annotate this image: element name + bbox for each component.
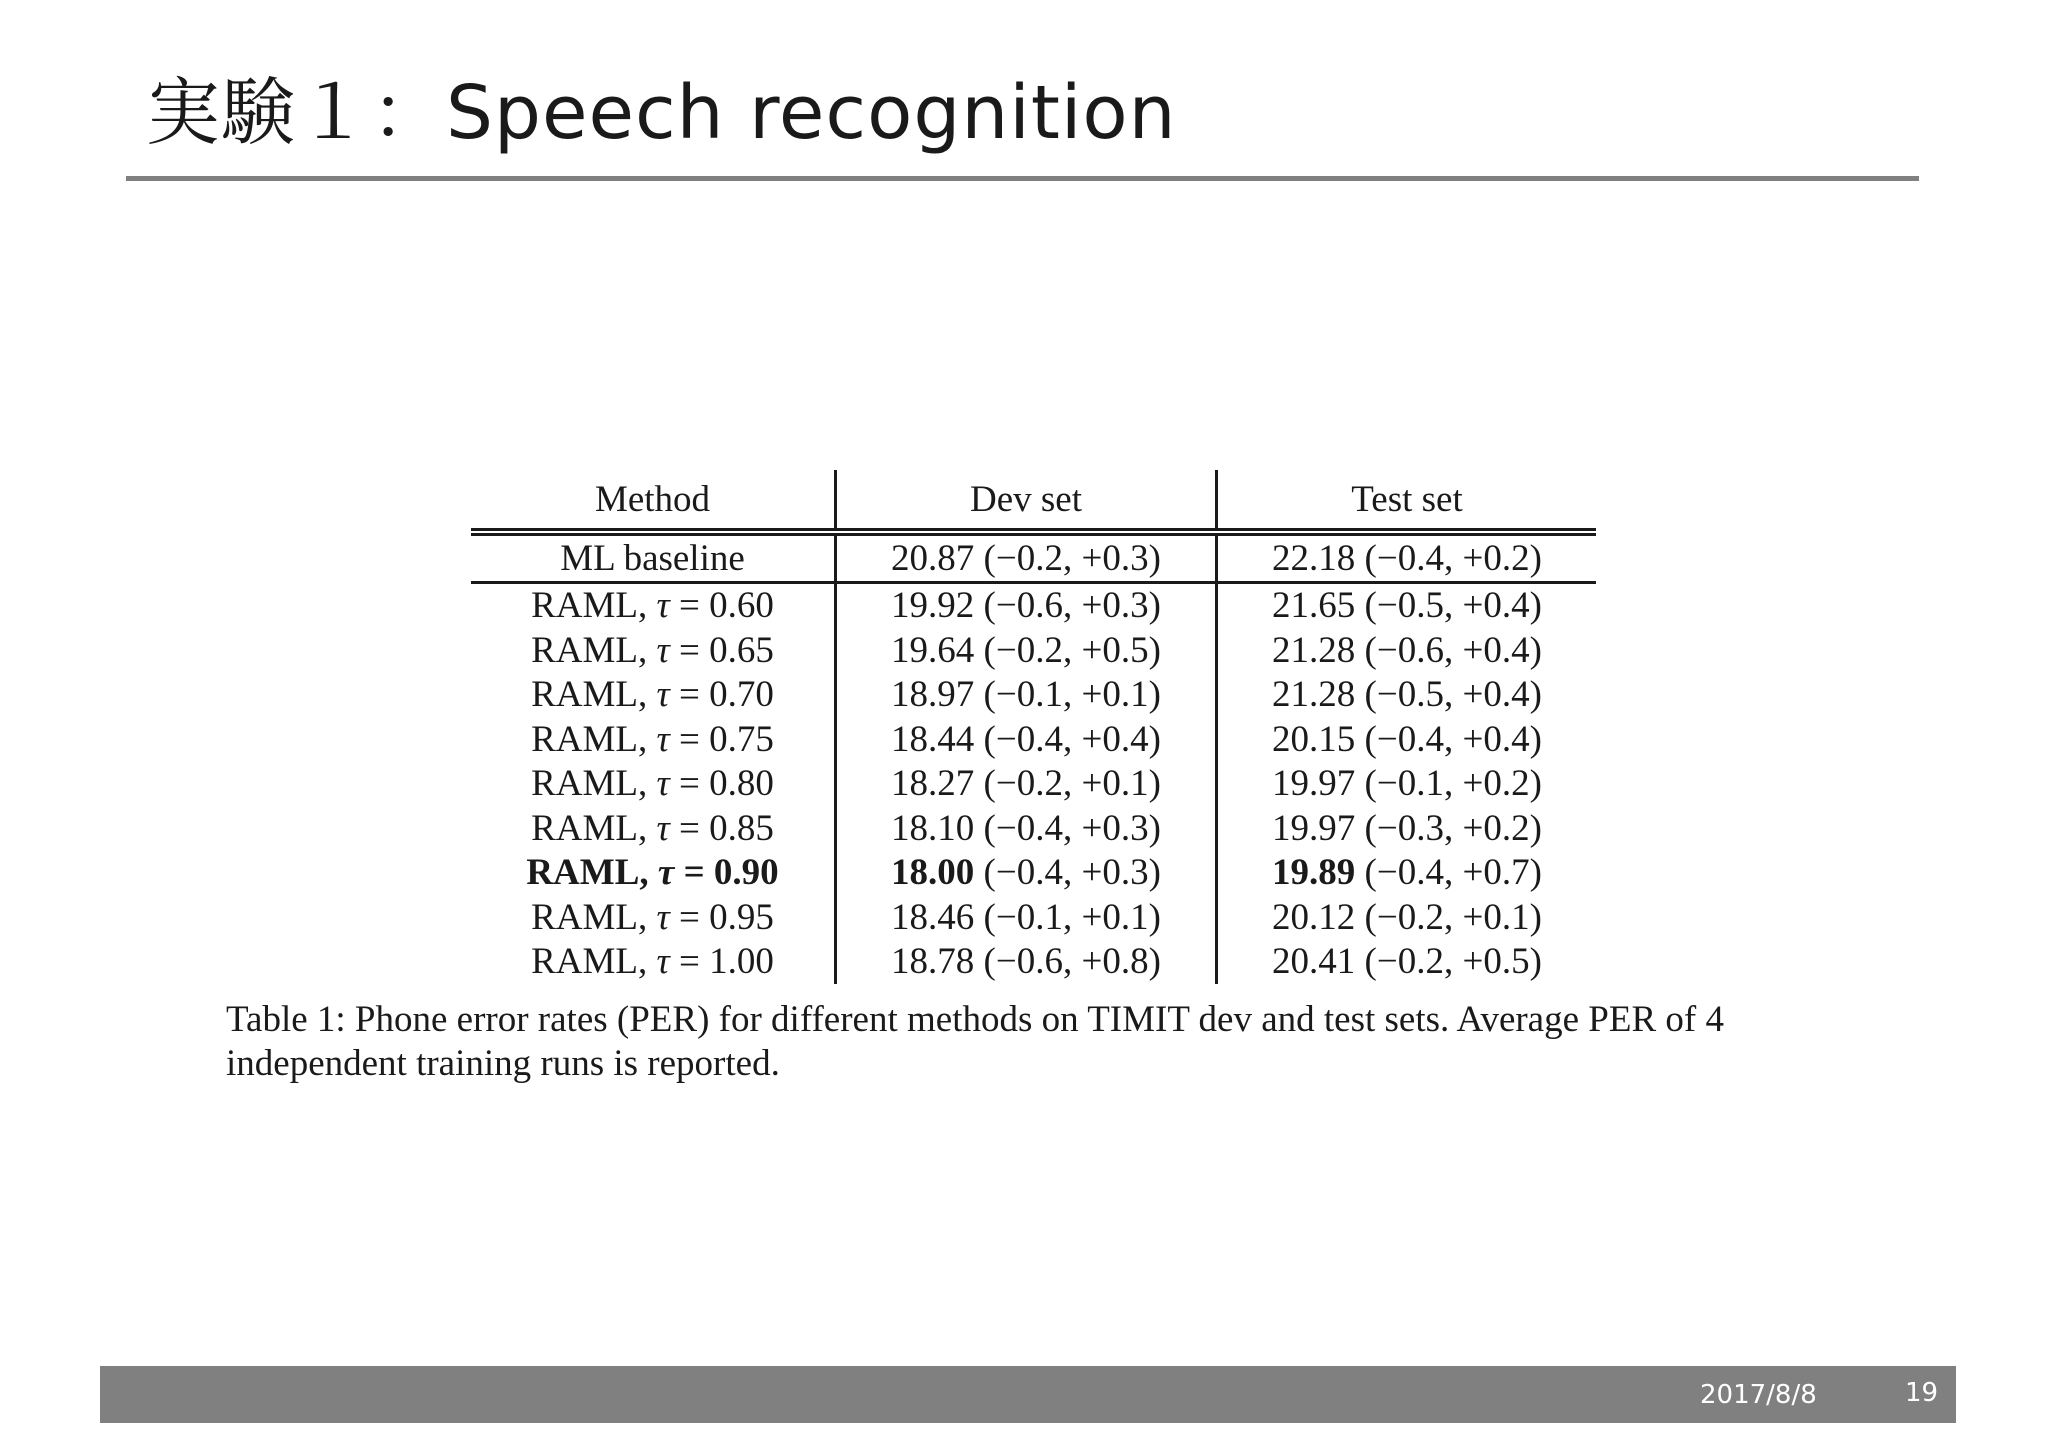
- tau-symbol: τ: [656, 896, 670, 938]
- method-label: RAML,: [531, 896, 648, 938]
- method-cell: [471, 673, 836, 718]
- dev-cell: [836, 851, 1217, 896]
- tau-symbol: τ: [656, 807, 670, 849]
- tau-value: = 0.80: [679, 763, 774, 805]
- dev-cell: [836, 673, 1217, 718]
- dev-value: 18.46: [891, 896, 975, 938]
- header-dev-set: Dev set: [836, 470, 1217, 532]
- test-value: 21.28: [1272, 629, 1356, 671]
- page-number: 19: [1905, 1378, 1939, 1408]
- method-label: RAML,: [531, 807, 648, 849]
- dev-range: (−0.2, +0.1): [983, 763, 1161, 805]
- dev-value: 20.87: [891, 537, 975, 579]
- table-row-baseline: [471, 532, 1596, 582]
- header-method: Method: [471, 470, 836, 532]
- slide-title: 実験１：Speech recognition: [146, 70, 1177, 156]
- method-label: RAML,: [531, 585, 648, 627]
- method-cell: [471, 806, 836, 851]
- dev-cell: [836, 806, 1217, 851]
- tau-value: = 1.00: [679, 941, 774, 983]
- test-value: 20.12: [1272, 896, 1356, 938]
- test-cell: [1217, 851, 1597, 896]
- results-table: [471, 470, 1596, 984]
- tau-symbol: τ: [656, 629, 670, 671]
- dev-value: 19.92: [891, 585, 975, 627]
- dev-cell: [836, 762, 1217, 807]
- test-cell: [1217, 628, 1597, 673]
- test-range: (−0.2, +0.1): [1364, 896, 1542, 938]
- tau-symbol: τ: [656, 941, 670, 983]
- method-label: RAML,: [531, 718, 648, 760]
- method-label: RAML,: [531, 629, 648, 671]
- table-row: [471, 851, 1596, 896]
- header-test-set: Test set: [1217, 470, 1597, 532]
- table-row: [471, 806, 1596, 851]
- method-cell: [471, 762, 836, 807]
- method-cell: [471, 895, 836, 940]
- dev-value: 18.44: [891, 718, 975, 760]
- table-row: [471, 582, 1596, 628]
- test-range: (−0.4, +0.2): [1364, 537, 1542, 579]
- tau-value: = 0.95: [679, 896, 774, 938]
- dev-range: (−0.1, +0.1): [983, 896, 1161, 938]
- method-cell: [471, 940, 836, 985]
- test-value: 20.41: [1272, 941, 1356, 983]
- dev-range: (−0.1, +0.1): [983, 674, 1161, 716]
- test-cell: [1217, 673, 1597, 718]
- method-label: RAML,: [531, 763, 648, 805]
- dev-cell: [836, 532, 1217, 582]
- table-caption: Table 1: Phone error rates (PER) for different methods on TIMIT dev and test sets. Average PER of 4 independent training runs is reported.: [226, 999, 1724, 1084]
- dev-range: (−0.2, +0.5): [983, 629, 1161, 671]
- dev-cell: [836, 582, 1217, 628]
- method-cell: [471, 851, 836, 896]
- test-range: (−0.4, +0.4): [1364, 718, 1542, 760]
- test-range: (−0.3, +0.2): [1364, 807, 1542, 849]
- dev-cell: [836, 717, 1217, 762]
- dev-range: (−0.4, +0.4): [983, 718, 1161, 760]
- table-header-row: [471, 470, 1596, 532]
- test-range: (−0.5, +0.4): [1364, 585, 1542, 627]
- test-range: (−0.6, +0.4): [1364, 629, 1542, 671]
- dev-cell: [836, 628, 1217, 673]
- dev-range: (−0.2, +0.3): [983, 537, 1161, 579]
- tau-value: = 0.85: [679, 807, 774, 849]
- test-cell: [1217, 940, 1597, 985]
- table-row: [471, 717, 1596, 762]
- table-row: [471, 895, 1596, 940]
- test-cell: [1217, 806, 1597, 851]
- tau-symbol: τ: [656, 674, 670, 716]
- method-cell: [471, 628, 836, 673]
- dev-value: 18.00: [891, 852, 975, 894]
- tau-value: = 0.60: [679, 585, 774, 627]
- test-value: 19.97: [1272, 807, 1356, 849]
- method-cell: [471, 717, 836, 762]
- dev-range: (−0.6, +0.8): [983, 941, 1161, 983]
- test-range: (−0.2, +0.5): [1364, 941, 1542, 983]
- method-label: RAML,: [531, 941, 648, 983]
- test-cell: [1217, 532, 1597, 582]
- dev-value: 18.10: [891, 807, 975, 849]
- table-row: [471, 628, 1596, 673]
- test-value: 22.18: [1272, 537, 1356, 579]
- dev-value: 18.97: [891, 674, 975, 716]
- tau-symbol: τ: [656, 763, 670, 805]
- test-cell: [1217, 717, 1597, 762]
- test-cell: [1217, 762, 1597, 807]
- method-label: RAML,: [526, 852, 649, 894]
- dev-range: (−0.4, +0.3): [983, 807, 1161, 849]
- dev-value: 18.78: [891, 941, 975, 983]
- footer-bar: [100, 1366, 1956, 1423]
- tau-value: = 0.90: [683, 852, 779, 894]
- table-row: [471, 762, 1596, 807]
- table-row: [471, 940, 1596, 985]
- test-range: (−0.4, +0.7): [1364, 852, 1542, 894]
- test-cell: [1217, 582, 1597, 628]
- test-cell: [1217, 895, 1597, 940]
- tau-value: = 0.75: [679, 718, 774, 760]
- test-value: 21.65: [1272, 585, 1356, 627]
- dev-range: (−0.6, +0.3): [983, 585, 1161, 627]
- test-value: 19.97: [1272, 763, 1356, 805]
- method-label: RAML,: [531, 674, 648, 716]
- dev-cell: [836, 940, 1217, 985]
- dev-cell: [836, 895, 1217, 940]
- dev-value: 18.27: [891, 763, 975, 805]
- footer-date: 2017/8/8: [1700, 1380, 1817, 1410]
- test-range: (−0.5, +0.4): [1364, 674, 1542, 716]
- test-value: 20.15: [1272, 718, 1356, 760]
- tau-symbol: τ: [657, 852, 675, 894]
- test-range: (−0.1, +0.2): [1364, 763, 1542, 805]
- tau-symbol: τ: [656, 585, 670, 627]
- tau-value: = 0.65: [679, 629, 774, 671]
- method-cell: [471, 582, 836, 628]
- title-divider: [126, 176, 1919, 181]
- dev-value: 19.64: [891, 629, 975, 671]
- test-value: 21.28: [1272, 674, 1356, 716]
- dev-range: (−0.4, +0.3): [983, 852, 1161, 894]
- test-value: 19.89: [1272, 852, 1356, 894]
- tau-symbol: τ: [656, 718, 670, 760]
- table-row: [471, 673, 1596, 718]
- tau-value: = 0.70: [679, 674, 774, 716]
- method-cell: ML baseline: [471, 532, 836, 582]
